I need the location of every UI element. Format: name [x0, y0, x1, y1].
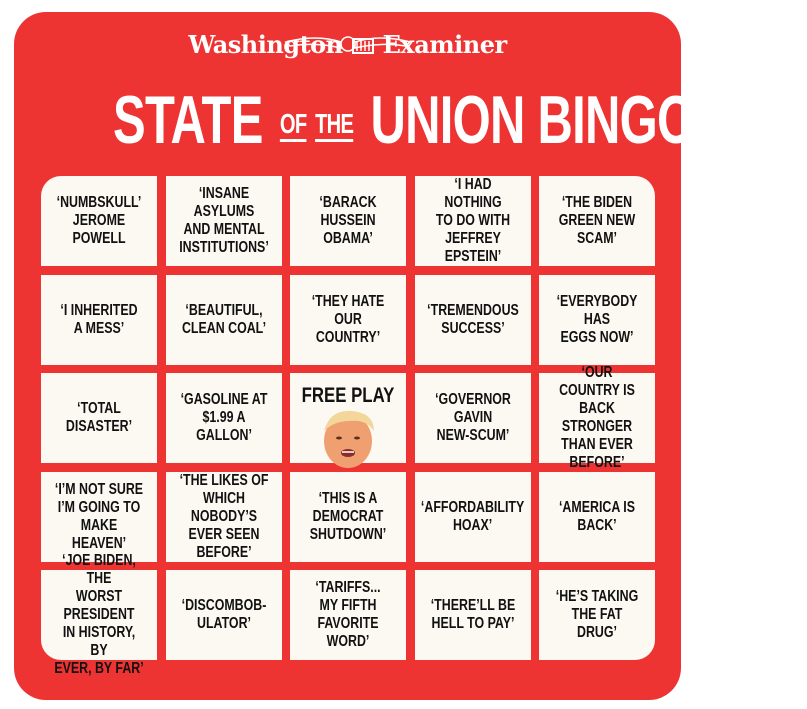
bingo-cell[interactable]	[415, 570, 531, 660]
masthead-right: Examiner	[382, 30, 507, 59]
bingo-cell-text: ‘EVERYBODY HAS EGGS NOW’	[556, 292, 638, 346]
bingo-cell-text: ‘I INHERITED A MESS’	[60, 301, 138, 337]
bingo-cell[interactable]	[166, 570, 282, 660]
bingo-cell[interactable]	[539, 176, 655, 266]
bingo-cell[interactable]	[415, 176, 531, 266]
bingo-cell[interactable]	[539, 570, 655, 660]
bingo-cell[interactable]	[41, 373, 157, 463]
bingo-cell[interactable]	[41, 472, 157, 562]
bingo-cell-text: ‘TREMENDOUS SUCCESS’	[426, 301, 519, 337]
bingo-cell[interactable]	[166, 472, 282, 562]
bingo-cell-text: ‘I HAD NOTHING TO DO WITH JEFFREY EPSTEIN’	[435, 176, 510, 265]
bingo-cell[interactable]	[539, 275, 655, 365]
bingo-cell[interactable]	[166, 275, 282, 365]
title-state: STATE	[113, 82, 263, 158]
bingo-cell-text: ‘TARIFFS... MY FIFTH FAVORITE WORD’	[315, 579, 381, 650]
title-the: THE	[315, 108, 354, 139]
bingo-cell-text: ‘OUR COUNTRY IS BACK STRONGER THAN EVER BEFORE’	[559, 364, 635, 471]
bingo-cell[interactable]	[166, 176, 282, 266]
page-title	[0, 82, 695, 162]
bingo-cell[interactable]	[290, 176, 406, 266]
face-portrait-icon	[316, 405, 380, 469]
bingo-cell[interactable]	[539, 364, 655, 471]
bingo-cell[interactable]	[41, 552, 157, 677]
bingo-cell[interactable]	[539, 472, 655, 562]
bingo-cell-text: ‘NUMBSKULL’ JEROME POWELL	[56, 194, 142, 247]
bingo-cell-text: ‘THEY HATE OUR COUNTRY’	[311, 292, 385, 346]
masthead-logo	[0, 30, 695, 59]
bingo-cell-text: FREE PLAY	[301, 384, 395, 407]
bingo-cell-text: ‘THE LIKES OF WHICH NOBODY’S EVER SEEN BEFORE’	[179, 471, 268, 561]
bingo-cell-text: ‘GOVERNOR GAVIN NEW-SCUM’	[434, 391, 511, 444]
bingo-cell-text: ‘TOTAL DISASTER’	[65, 400, 133, 435]
bingo-cell[interactable]	[415, 275, 531, 365]
bingo-cell[interactable]	[415, 472, 531, 562]
title-of: OF	[279, 108, 307, 139]
masthead-left: Washington	[188, 30, 343, 59]
bingo-cell-text: ‘BARACK HUSSEIN OBAMA’	[319, 194, 377, 247]
bingo-cell[interactable]	[166, 373, 282, 463]
bingo-cell-text: ‘HE’S TAKING THE FAT DRUG’	[555, 588, 639, 641]
bingo-cell[interactable]	[290, 570, 406, 660]
bingo-cell-text: ‘THIS IS A DEMOCRAT SHUTDOWN’	[309, 489, 387, 543]
bingo-cell-text: ‘BEAUTIFUL, CLEAN COAL’	[181, 301, 266, 337]
bingo-cell-text: ‘AMERICA IS BACK’	[558, 498, 635, 534]
bingo-cell-text: ‘DISCOMBOB- ULATOR’	[181, 597, 266, 632]
title-union-bingo: UNION BINGO	[370, 82, 695, 158]
bingo-cell[interactable]	[415, 373, 531, 463]
bingo-cell-free-play[interactable]	[290, 373, 406, 463]
bingo-cell-text: ‘I’M NOT SURE I’M GOING TO MAKE HEAVEN’	[54, 480, 144, 552]
bingo-cell-text: ‘THERE’LL BE HELL TO PAY’	[430, 597, 515, 632]
bingo-cell-text: ‘AFFORDABILITY HOAX’	[420, 498, 525, 534]
bingo-cell[interactable]	[41, 275, 157, 365]
bingo-cell-text: ‘INSANE ASYLUMS AND MENTAL INSTITUTIONS’	[178, 185, 269, 256]
bingo-cell[interactable]	[41, 176, 157, 266]
bingo-cell[interactable]	[290, 472, 406, 562]
eagle-emblem-icon	[345, 35, 381, 55]
bingo-grid	[41, 176, 655, 677]
bingo-cell-text: ‘JOE BIDEN, THE WORST PRESIDENT IN HISTORY, BY EVER, BY FAR’	[54, 552, 144, 677]
bingo-cell-text: ‘THE BIDEN GREEN NEW SCAM’	[558, 194, 636, 247]
bingo-cell[interactable]	[290, 275, 406, 365]
bingo-cell-text: ‘GASOLINE AT $1.99 A GALLON’	[180, 391, 267, 444]
